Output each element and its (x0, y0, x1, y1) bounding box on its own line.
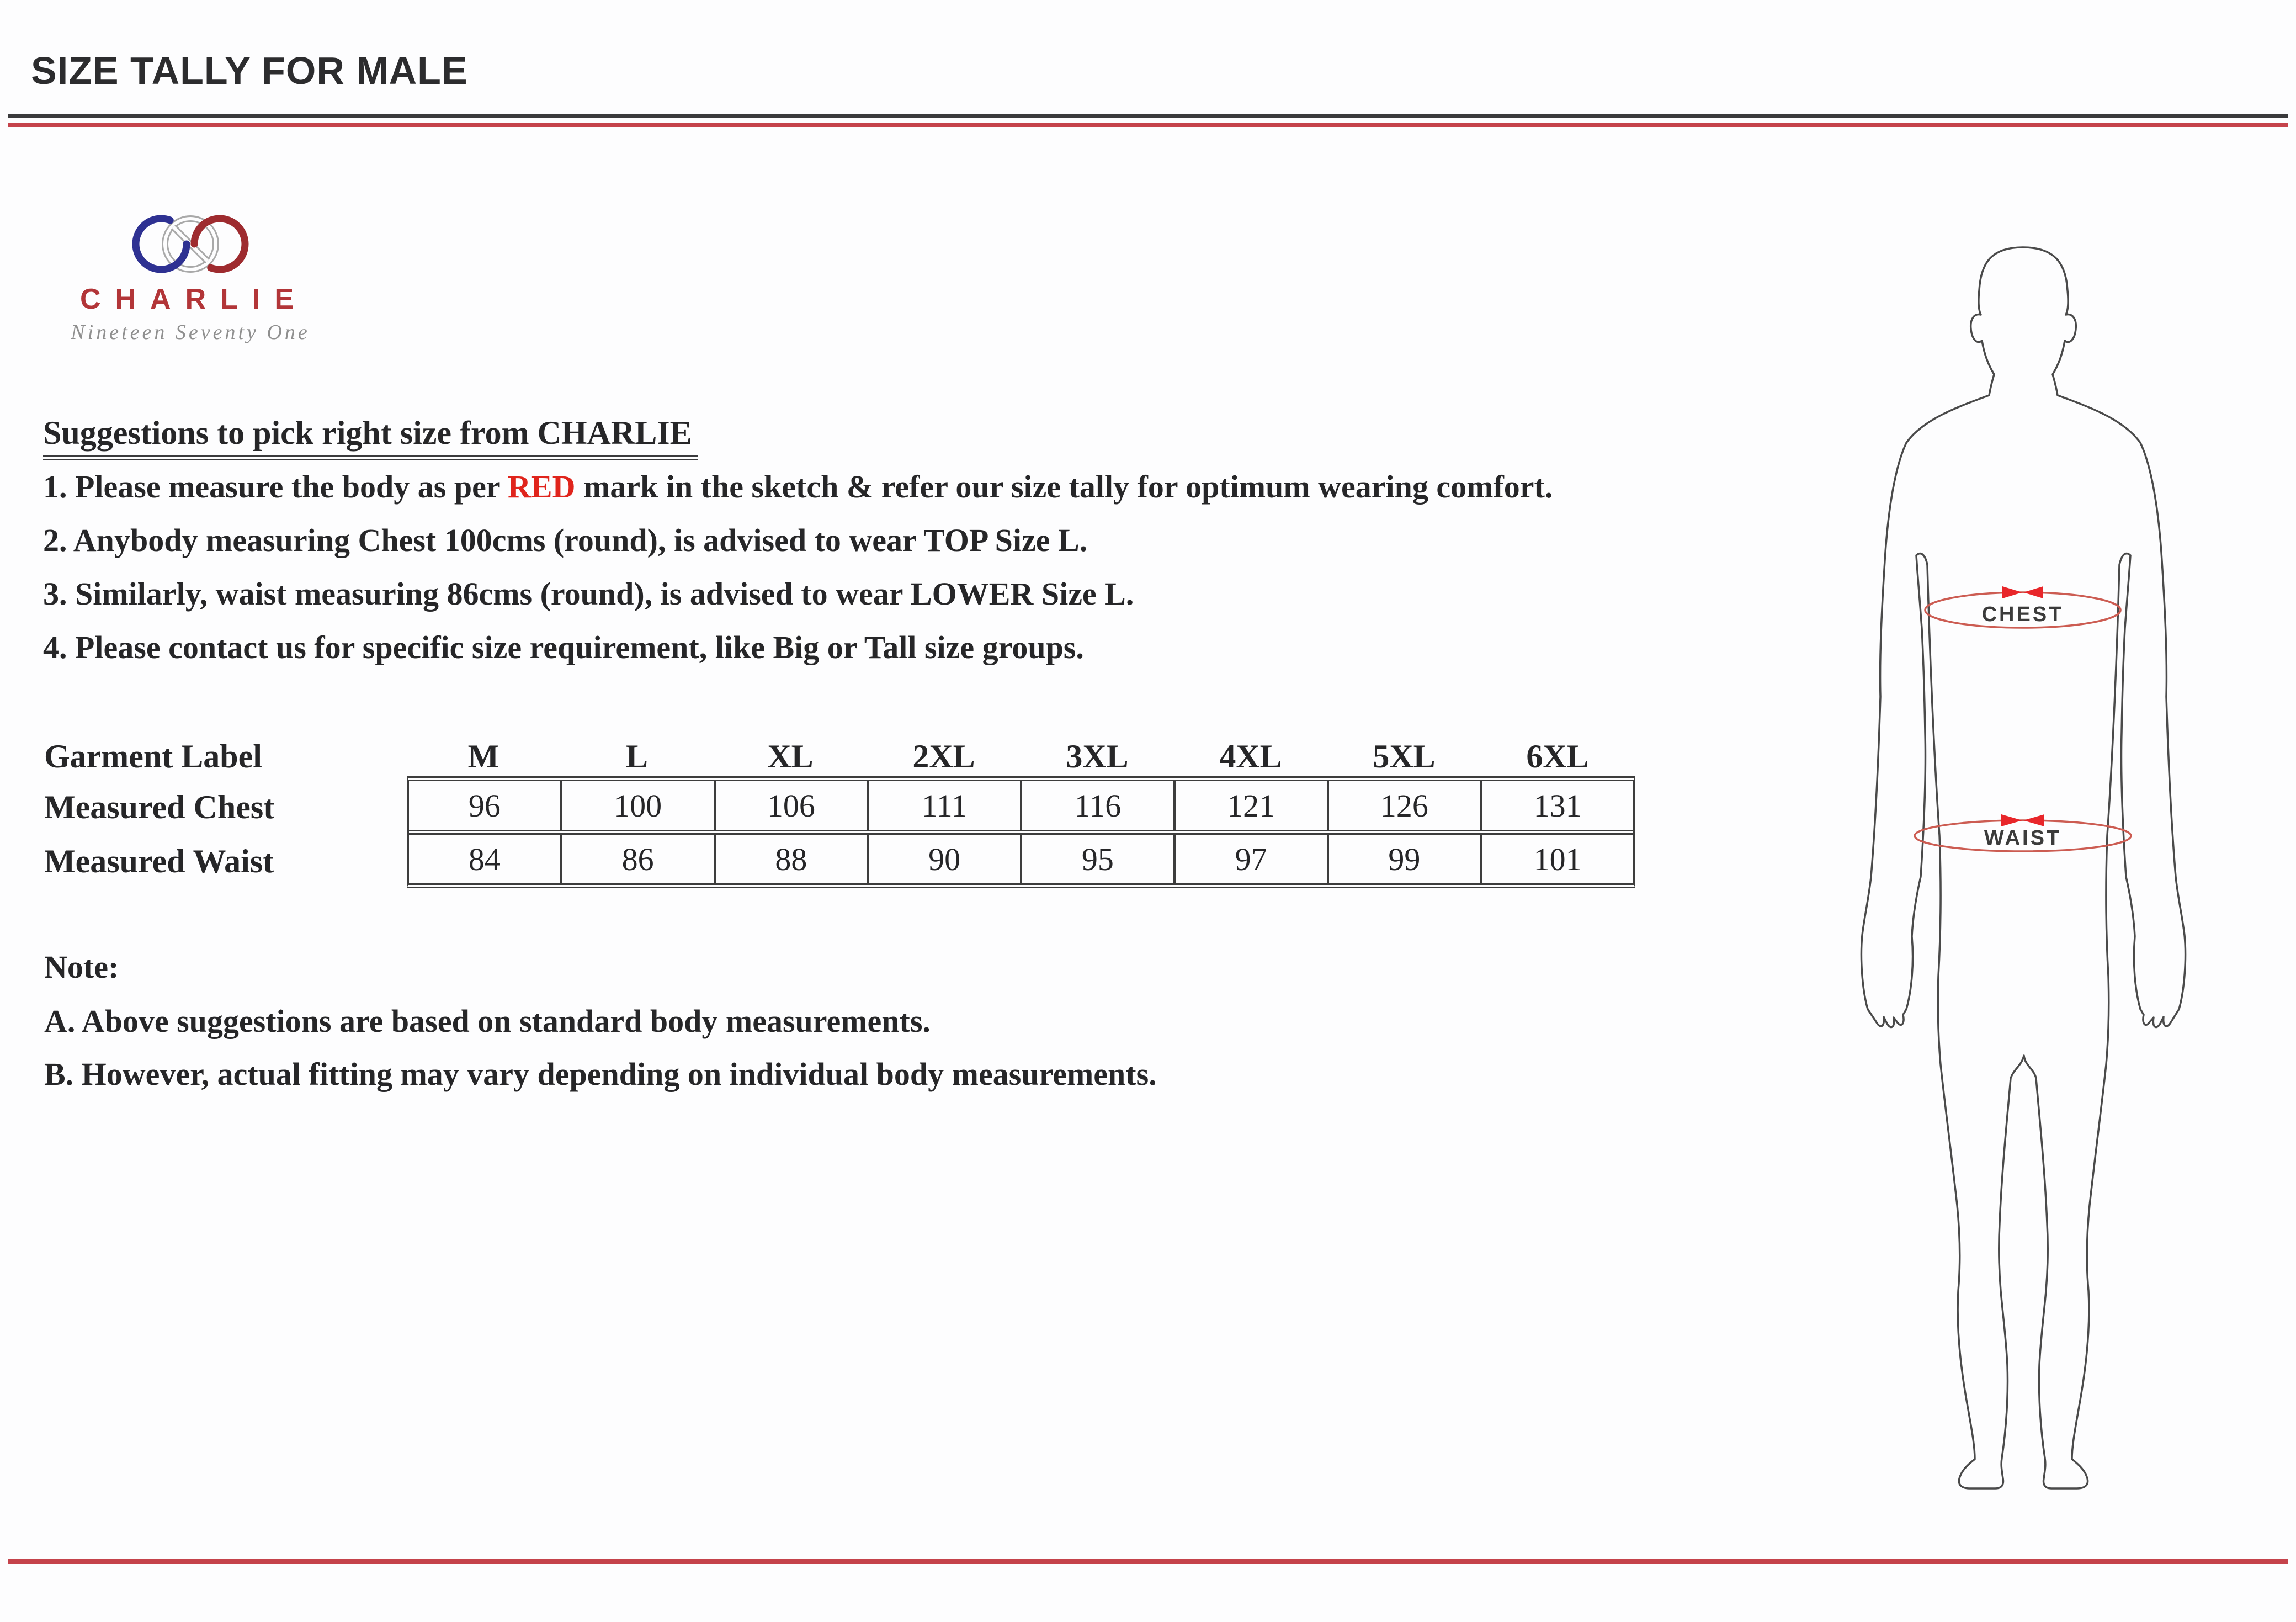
column-header-4xl: 4XL (1219, 738, 1282, 775)
chest-value-m: 96 (409, 781, 562, 830)
size-table-grid (407, 776, 1635, 888)
table-row-waist (409, 835, 1633, 883)
waist-value-3xl: 95 (1022, 835, 1176, 883)
suggestion-item-4: 4. Please contact us for specific size requirement, like Big or Tall size groups. (43, 629, 1084, 665)
table-corner-label: Garment Label (44, 738, 262, 775)
chest-label: CHEST (1981, 603, 2064, 626)
chest-value-6xl: 131 (1533, 787, 1582, 824)
row-label-measured-chest: Measured Chest (44, 789, 275, 825)
suggestion-1-red-word: RED (508, 469, 576, 505)
column-header-l: L (625, 738, 649, 775)
waist-value-l: 86 (562, 835, 716, 883)
suggestion-item-3: 3. Similarly, waist measuring 86cms (round), is advised to wear LOWER Size L. (43, 576, 1134, 612)
waist-value-6xl: 101 (1533, 841, 1582, 877)
male-body-sketch (1810, 243, 2197, 1496)
chest-value-xl: 106 (716, 781, 869, 830)
chest-value-l: 100 (562, 781, 716, 830)
suggestion-1-suffix: mark in the sketch & refer our size tally for optimum wearing comfort. (575, 469, 1553, 505)
suggestion-item-1 (43, 468, 1553, 505)
waist-label: WAIST (1984, 826, 2062, 850)
page-title: SIZE TALLY FOR MALE (31, 49, 468, 92)
column-header-3xl: 3XL (1066, 738, 1129, 775)
waist-value-xl: 88 (716, 835, 869, 883)
row-label-measured-waist: Measured Waist (44, 843, 274, 879)
waist-value-m: 84 (409, 835, 562, 883)
note-item-b: B. However, actual fitting may vary depending on individual body measurements. (44, 1056, 1157, 1092)
header-divider-red (8, 123, 2288, 127)
brand-name: CHARLIE (79, 283, 309, 315)
body-outline (1861, 247, 2185, 1488)
table-row-chest (409, 781, 1633, 835)
column-header-m: M (467, 738, 499, 775)
brand-tagline: Nineteen Seventy One (71, 321, 310, 344)
charlie-logo-icon (127, 213, 254, 278)
chest-value-2xl: 111 (869, 781, 1022, 830)
waist-value-2xl: 90 (869, 835, 1022, 883)
column-header-xl: XL (767, 738, 814, 775)
note-item-a: A. Above suggestions are based on standard body measurements. (44, 1003, 931, 1039)
chest-value-4xl: 121 (1176, 781, 1329, 830)
waist-value-5xl: 99 (1329, 835, 1482, 883)
suggestion-item-2: 2. Anybody measuring Chest 100cms (round), is advised to wear TOP Size L. (43, 522, 1088, 558)
header-divider-black (8, 114, 2288, 118)
column-header-6xl: 6XL (1526, 738, 1589, 775)
footer-divider-red (8, 1559, 2288, 1564)
column-header-5xl: 5XL (1373, 738, 1436, 775)
waist-value-4xl: 97 (1176, 835, 1329, 883)
chest-value-3xl: 116 (1022, 781, 1176, 830)
suggestions-heading: Suggestions to pick right size from CHARLIE (43, 414, 698, 460)
chest-value-5xl: 126 (1329, 781, 1482, 830)
note-heading: Note: (44, 949, 119, 985)
suggestion-1-prefix: 1. Please measure the body as per (43, 469, 508, 505)
column-header-2xl: 2XL (912, 738, 975, 775)
